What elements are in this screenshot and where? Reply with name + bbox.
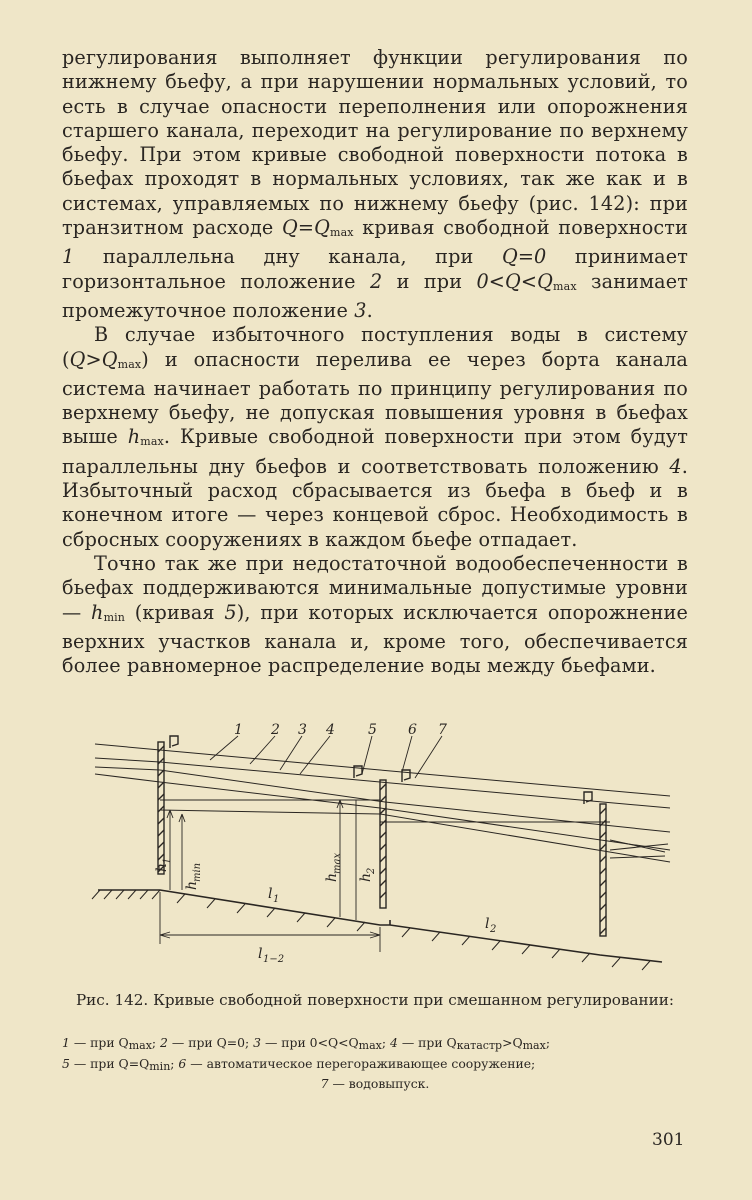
page-number: 301: [652, 1130, 685, 1150]
legend-line-1: 1 — при $Q_{max}$; 2 — при Q=0; 3 — при $0<Q<Q_{max}$; 4 — при $Q_{катастр}>Q_{max}$;: [62, 1035, 551, 1052]
svg-text:1: 1: [162, 857, 173, 864]
curve-min: [160, 810, 670, 862]
figure-legend: [62, 1034, 688, 1093]
label-curve-2: 2: [271, 722, 280, 738]
paragraph-3: Точно так же при недостаточной водообеспеченности в бьефах поддерживаются минимальные допустимые уровни — $h_{min}$ (кривая 5), при которых исключается опорожнение верхних участков канала и, кроме того, обеспечивается более равномерное распределение воды между бьефами.: [62, 551, 688, 678]
paragraph-1: регулирования выполняет функции регулирования по нижнему бьефу, а при нарушении нормальных условий, то есть в случае опасности переполнения или опорожнения старшего канала, переходит на регулирование по верхнему бьефу. При этом кривые свободной поверхности потока в бьефах проходят в нормальных условиях, так же как и в системах, управляемых по нижнему бьефу (рис. 142): при транзитном расходе $Q=Q_{max}$ кривая свободной поверхности 1 параллельна дну канала, при Q=0 принимает горизонтальное положение 2 и при $0<Q<Q_{max}$ занимает промежуточное положение 3.: [62, 46, 689, 322]
label-hmin: [184, 863, 203, 890]
canal-profile-diagram: [90, 722, 680, 987]
caption-title: Рис. 142. Кривые свободной поверхности при смешанном регулировании:: [75, 991, 675, 1009]
svg-text:2: 2: [366, 867, 377, 874]
figure-caption: [62, 990, 688, 1010]
legend-line-3: 7 — водовыпуск.: [320, 1076, 430, 1091]
svg-text:1−2: 1−2: [263, 954, 285, 965]
legend-line-2: 5 — при $Q=Q_{min}$; 6 — автоматическое перегораживающее сооружение;: [62, 1055, 536, 1073]
gate-structure-1: [158, 736, 178, 874]
label-l2: [485, 916, 496, 935]
label-curve-5: 5: [368, 722, 377, 738]
body-text: [62, 46, 688, 678]
label-curve-7: 7: [438, 722, 447, 738]
svg-text:h: h: [154, 862, 170, 872]
svg-text:min: min: [192, 862, 203, 882]
label-l1: [268, 886, 279, 905]
svg-text:h: h: [324, 872, 340, 882]
svg-text:1: 1: [273, 894, 280, 905]
label-l12: [258, 946, 284, 965]
svg-text:l: l: [268, 886, 273, 902]
label-curve-1: 1: [234, 722, 243, 738]
leader-lines: [210, 736, 442, 778]
gate-structure-2: [354, 766, 410, 908]
ground-hatching: [92, 890, 650, 970]
label-curve-6: 6: [408, 722, 417, 738]
svg-text:2: 2: [490, 924, 497, 935]
label-curve-3: 3: [298, 722, 307, 738]
svg-text:h: h: [358, 872, 374, 882]
svg-text:h: h: [184, 880, 200, 890]
gate-structure-3: [584, 792, 606, 936]
label-curve-4: 4: [326, 722, 335, 738]
figure-labels: [154, 722, 496, 965]
figure-142: [90, 722, 680, 987]
svg-text:max: max: [332, 852, 343, 874]
svg-text:l: l: [258, 946, 263, 962]
label-h2: [358, 868, 377, 882]
svg-text:l: l: [485, 916, 490, 932]
paragraph-2: В случае избыточного поступления воды в систему $(Q>Q_{max})$ и опасности перелива ее через борта канала система начинает работать по принципу регулирования по верхнему бьефу, не допуская повышения уровня в бьефах выше $h_{max}$. Кривые свободной поверхности при этом будут параллельны дну бьефов и соответствовать положению 4. Избыточный расход сбрасывается из бьефа в бьеф и в конечном итоге — через концевой сброс. Необходимость в сбросных сооружениях в каждом бьефе отпадает.: [62, 323, 688, 551]
